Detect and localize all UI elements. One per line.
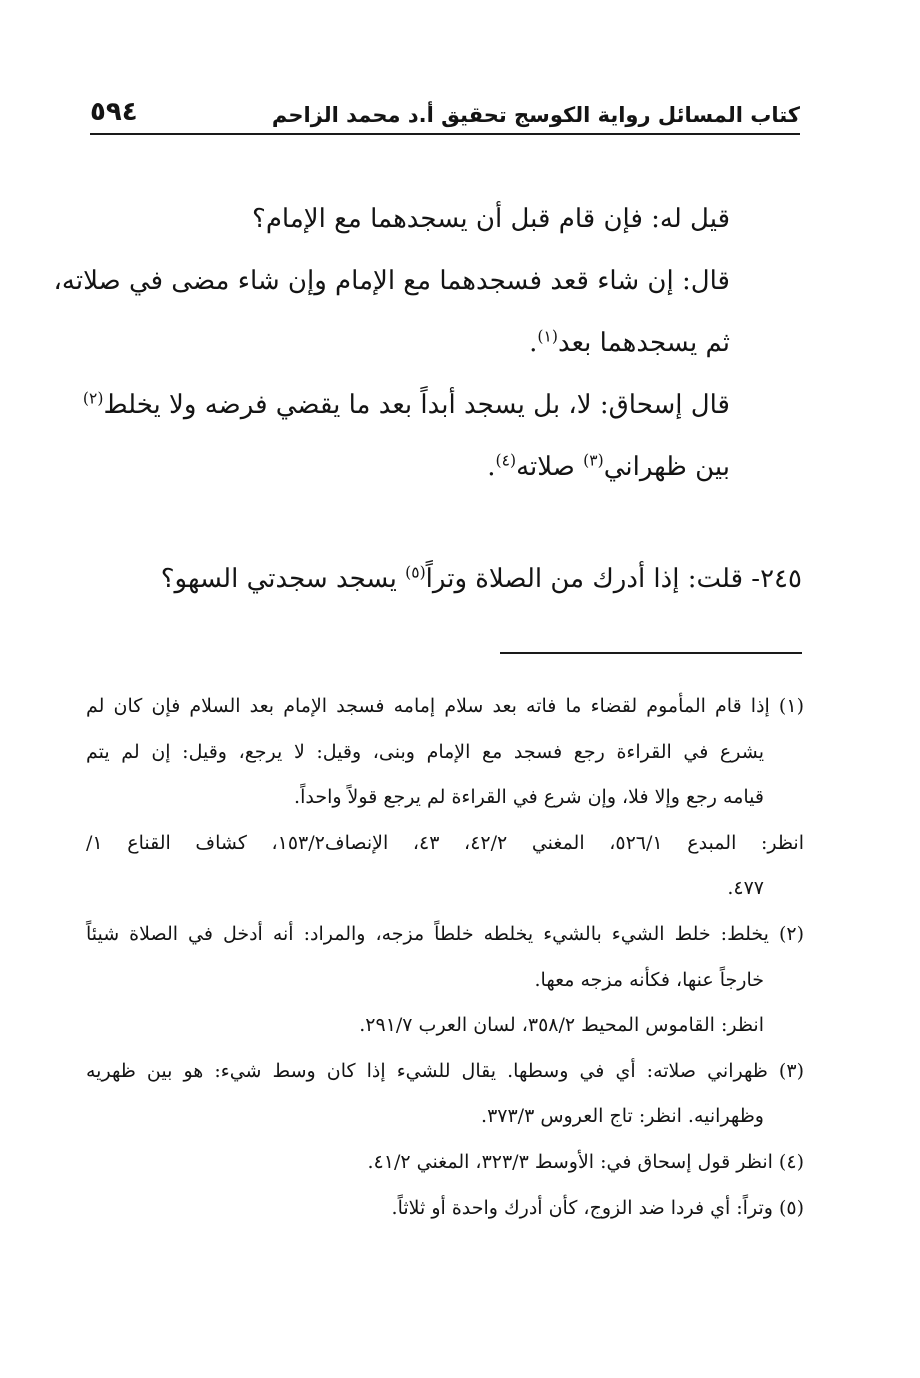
text-line <box>82 374 730 436</box>
punctuation: . <box>487 452 496 482</box>
text-line: قيل له: فإن قام قبل أن يسجدهما مع الإمام؟ <box>252 204 730 234</box>
footnote-line: (٥) وتراً: أي فردا ضد الزوج، كأن أدرك واحدة أو ثلاثاً. <box>391 1196 804 1219</box>
text-span: ٢٤٥- قلت: إذا أدرك من الصلاة وتراً <box>425 564 802 594</box>
footnote-line: يشرع في القراءة رجع فسجد مع الإمام وبنى، وقيل: لا يرجع، وقيل: إن لم يتم <box>86 740 764 763</box>
footnote-line: ٤٧٧. <box>727 877 764 900</box>
footnote-line: (١) إذا قام المأموم لقضاء ما فاته بعد سلام إمامه فسجد الإمام بعد السلام فإن كان لم <box>86 695 804 717</box>
text-span: قال إسحاق: لا، بل يسجد أبداً بعد ما يقضي فرضه ولا يخلط <box>103 390 730 420</box>
footnote-ref: (٤) <box>495 451 517 470</box>
footnote-line: خارجاً عنها، فكأنه مزجه معها. <box>534 968 764 991</box>
footnote-line: وظهرانيه. انظر: تاج العروس ٣٧٣/٣. <box>481 1105 764 1128</box>
text-line: قال: إن شاء قعد فسجدهما مع الإمام وإن شاء مضى في صلاته، <box>53 266 730 296</box>
footnote-line: قيامه رجع وإلا فلا، وإن شرع في القراءة لم يرجع قولاً واحداً. <box>294 786 764 809</box>
footnotes <box>86 684 804 1231</box>
book-title: كتاب المسائل رواية الكوسج تحقيق أ.د محمد الزاحم <box>271 103 800 127</box>
punctuation: . <box>529 328 538 358</box>
text-span: صلاته <box>516 452 584 482</box>
footnote-line: (٣) ظهراني صلاته: أي في وسطها. يقال للشيء إذا كان وسط شيء: هو بين ظهريه <box>86 1059 804 1082</box>
footnote-ref: (٢) <box>82 389 104 408</box>
footnote-ref: (١) <box>537 327 558 346</box>
text-span: ثم يسجدهما بعد <box>557 328 730 358</box>
text-line <box>90 312 730 374</box>
footnote-line: انظر: المبدع ٥٢٦/١، المغني ٤٢/٢، ٤٣، الإنصاف١٥٣/٢، كشاف القناع ١/ <box>86 831 805 854</box>
footnote-ref: (٣) <box>583 451 604 470</box>
text-span: بين ظهراني <box>603 452 730 482</box>
footnote-ref: (٥) <box>405 563 426 582</box>
text-span: يسجد سجدتي السهو؟ <box>160 564 406 594</box>
footnote-line: (٢) يخلط: خلط الشيء بالشيء يخلطه خلطاً مزجه، والمراد: أنه أدخل في الصلاة شيئاً <box>86 922 804 945</box>
footnote-line: انظر: القاموس المحيط ٣٥٨/٢، لسان العرب ٢٩١/٧. <box>359 1014 764 1037</box>
question-245 <box>90 548 802 610</box>
main-text <box>53 188 730 498</box>
footnote-separator <box>500 652 802 654</box>
page-number: ٥٩٤ <box>90 97 138 127</box>
text-line <box>90 436 730 498</box>
footnote-line: (٤) انظر قول إسحاق في: الأوسط ٣٢٣/٣، المغني ٤١/٢. <box>367 1150 804 1173</box>
page-header <box>90 95 800 135</box>
